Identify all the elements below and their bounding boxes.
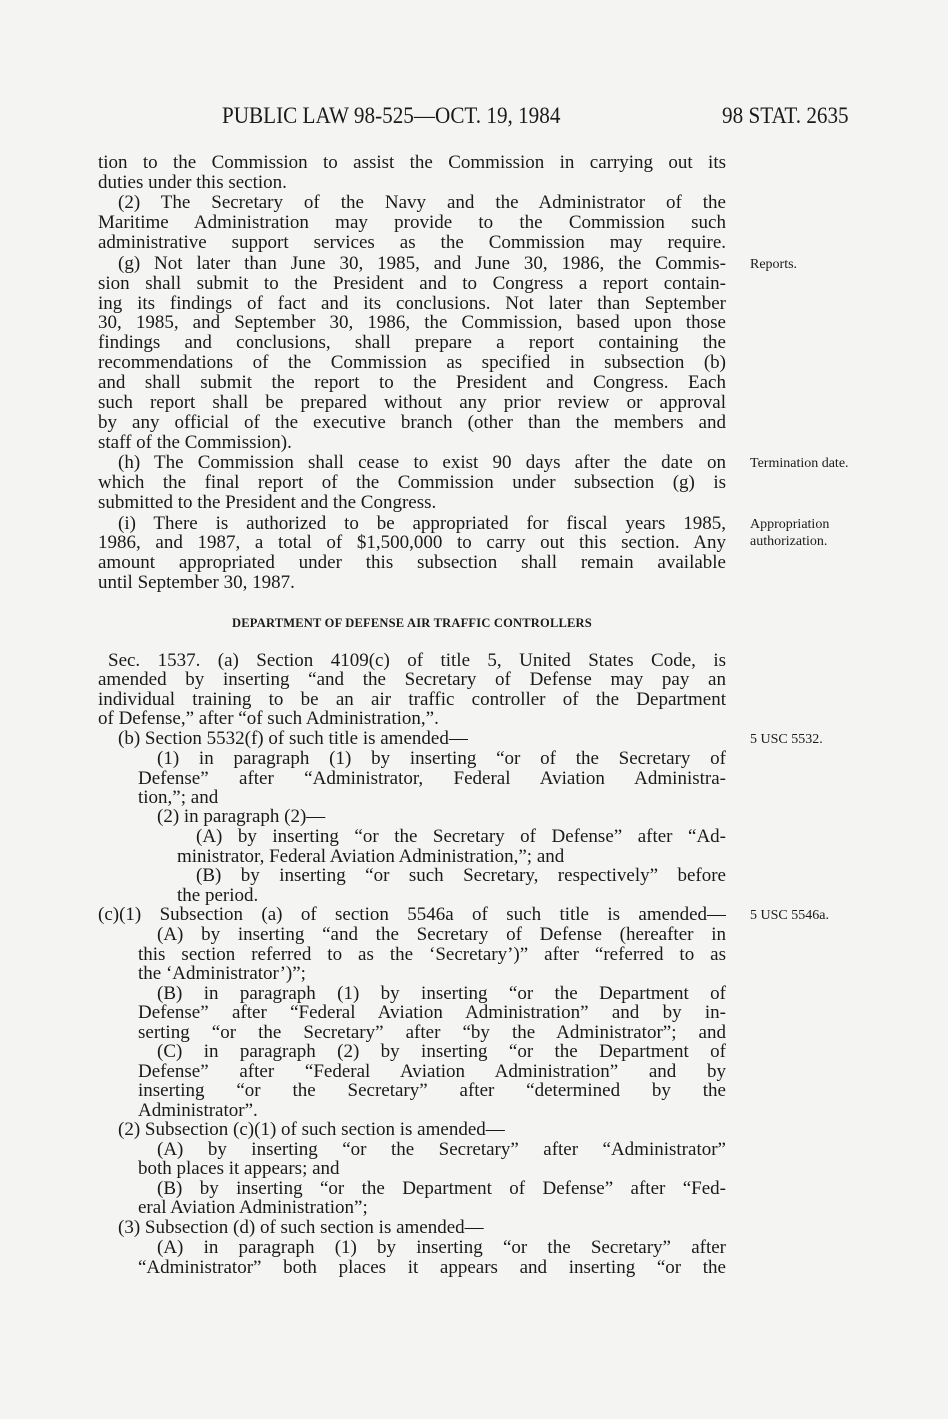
margin-note-termination-date: Termination date. [750, 456, 849, 471]
text-line: Defense” after “Federal Aviation Administration” and by [138, 1062, 726, 1082]
text-line: Sec. 1537. (a) Section 4109(c) of title 5, United States Code, is [108, 651, 726, 671]
text-line: and shall submit the report to the President and Congress. Each [98, 373, 726, 393]
section-heading: DEPARTMENT OF DEFENSE AIR TRAFFIC CONTROLLERS [232, 616, 592, 630]
statute-page-number: 98 STAT. 2635 [722, 103, 849, 128]
margin-note-5-usc-5532: 5 USC 5532. [750, 732, 823, 747]
text-line: submitted to the President and the Congress. [98, 492, 437, 513]
text-line: ministrator, Federal Aviation Administration,”; and [177, 846, 565, 867]
text-line: the ‘Administrator’)”; [138, 963, 306, 984]
text-line: recommendations of the Commission as specified in subsection (b) [98, 353, 726, 373]
margin-note-appropriation: Appropriation authorization. [750, 517, 830, 549]
text-line: of Defense,” after “of such Administration,”. [98, 708, 439, 729]
text-line: (C) in paragraph (2) by inserting “or the Department of [157, 1042, 726, 1062]
text-line: (A) in paragraph (1) by inserting “or the Secretary” after [157, 1238, 726, 1258]
text-line: (A) by inserting “or the Secretary of Defense” after “Ad- [196, 827, 726, 847]
text-line: “Administrator” both places it appears and inserting “or the [138, 1258, 726, 1278]
text-line: duties under this section. [98, 172, 287, 193]
text-line: such report shall be prepared without any prior review or approval [98, 393, 726, 413]
text-line: amended by inserting “and the Secretary of Defense may pay an [98, 670, 726, 690]
text-line: this section referred to as the ‘Secretary’)” after “referred to as [138, 945, 726, 965]
text-line: (c)(1) Subsection (a) of section 5546a of such title is amended— [98, 905, 726, 925]
text-line: (2) Subsection (c)(1) of such section is amended— [118, 1119, 505, 1140]
text-line: administrative support services as the Commission may require. [98, 233, 726, 253]
text-line: which the final report of the Commission under subsection (g) is [98, 473, 726, 493]
text-line: staff of the Commission). [98, 432, 292, 453]
text-line: (2) in paragraph (2)— [157, 806, 326, 827]
text-line: (i) There is authorized to be appropriated for fiscal years 1985, [118, 514, 726, 534]
margin-note-reports: Reports. [750, 257, 798, 272]
margin-note-5-usc-5546a: 5 USC 5546a. [750, 908, 829, 923]
text-line: (b) Section 5532(f) of such title is amended— [118, 728, 468, 749]
text-line: Defense” after “Federal Aviation Administration” and by in- [138, 1003, 726, 1023]
text-line: (A) by inserting “and the Secretary of Defense (hereafter in [157, 925, 726, 945]
text-line: 30, 1985, and September 30, 1986, the Commission, based upon those [98, 313, 726, 333]
running-header-title: PUBLIC LAW 98-525—OCT. 19, 1984 [222, 103, 561, 128]
text-line: (B) by inserting “or such Secretary, respectively” before [196, 866, 726, 886]
text-line: individual training to be an air traffic controller of the Department [98, 690, 726, 710]
text-line: sion shall submit to the President and to Congress a report contain- [98, 274, 726, 294]
text-line: (A) by inserting “or the Secretary” after “Administrator” [157, 1140, 726, 1160]
text-line: (1) in paragraph (1) by inserting “or of the Secretary of [157, 749, 726, 769]
text-line: inserting “or the Secretary” after “determined by the [138, 1081, 726, 1101]
text-line: 1986, and 1987, a total of $1,500,000 to carry out this section. Any [98, 533, 726, 553]
text-line: Administrator”. [138, 1100, 258, 1121]
text-line: (g) Not later than June 30, 1985, and June 30, 1986, the Commis- [118, 254, 726, 274]
text-line: the period. [177, 885, 259, 906]
text-line: ing its findings of fact and its conclusions. Not later than September [98, 294, 726, 314]
text-line: (B) by inserting “or the Department of Defense” after “Fed- [157, 1179, 726, 1199]
text-line: Defense” after “Administrator, Federal Aviation Administra- [138, 769, 726, 789]
text-line: tion,”; and [138, 787, 219, 808]
text-line: findings and conclusions, shall prepare a report containing the [98, 333, 726, 353]
text-line: serting “or the Secretary” after “by the Administrator”; and [138, 1023, 726, 1043]
text-line: (2) The Secretary of the Navy and the Administrator of the [118, 193, 726, 213]
text-line: (h) The Commission shall cease to exist 90 days after the date on [118, 453, 726, 473]
text-line: until September 30, 1987. [98, 572, 295, 593]
text-line: amount appropriated under this subsection shall remain available [98, 553, 726, 573]
text-line: tion to the Commission to assist the Commission in carrying out its [98, 153, 726, 173]
text-line: (3) Subsection (d) of such section is amended— [118, 1217, 484, 1238]
text-line: Maritime Administration may provide to the Commission such [98, 213, 726, 233]
text-line: (B) in paragraph (1) by inserting “or the Department of [157, 984, 726, 1004]
text-line: eral Aviation Administration”; [138, 1197, 368, 1218]
text-line: by any official of the executive branch (other than the members and [98, 413, 726, 433]
text-line: both places it appears; and [138, 1158, 340, 1179]
